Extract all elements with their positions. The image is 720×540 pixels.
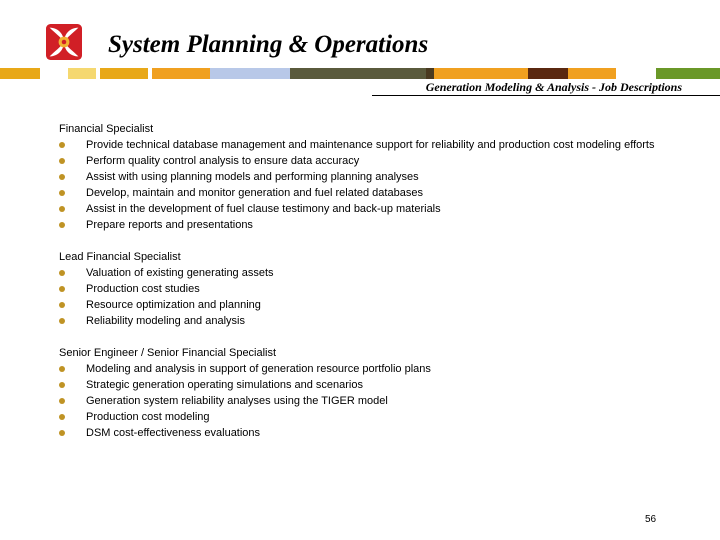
section-title: Financial Specialist [59, 123, 154, 135]
bullet-icon [59, 270, 65, 276]
list-item: Production cost studies [59, 281, 689, 297]
bullet-icon [59, 174, 65, 180]
list-item: Assist in the development of fuel clause testimony and back-up materials [59, 201, 689, 217]
list-item: Assist with using planning models and performing planning analyses [59, 169, 689, 185]
list-item: Resource optimization and planning [59, 297, 689, 313]
header-color-bar [0, 68, 720, 79]
page-title: System Planning & Operations [108, 31, 429, 58]
bullet-icon [59, 190, 65, 196]
color-bar-segment [656, 68, 720, 79]
list-item: Provide technical database management and maintenance support for reliability and production cost modeling efforts [59, 137, 689, 153]
list-item: Develop, maintain and monitor generation and fuel related databases [59, 185, 689, 201]
list-item: Strategic generation operating simulations and scenarios [59, 377, 689, 393]
bullet-icon [59, 158, 65, 164]
section-title: Senior Engineer / Senior Financial Specialist [59, 347, 277, 359]
color-bar-segment [210, 68, 290, 79]
bullet-icon [59, 382, 65, 388]
color-bar-segment [434, 68, 528, 79]
page-subtitle: Generation Modeling & Analysis - Job Descriptions [425, 80, 682, 94]
page-number: 56 [645, 514, 657, 525]
list-item: Reliability modeling and analysis [59, 313, 689, 329]
company-logo [46, 24, 82, 60]
section-lead-financial-specialist [59, 249, 689, 329]
color-bar-segment [152, 68, 210, 79]
section-title: Lead Financial Specialist [59, 251, 181, 263]
list-item: Generation system reliability analyses using the TIGER model [59, 393, 689, 409]
list-item: Perform quality control analysis to ensure data accuracy [59, 153, 689, 169]
bullet-icon [59, 222, 65, 228]
list-item: DSM cost-effectiveness evaluations [59, 425, 689, 441]
list-item: Valuation of existing generating assets [59, 265, 689, 281]
bullet-icon [59, 302, 65, 308]
bullet-icon [59, 430, 65, 436]
bullet-icon [59, 142, 65, 148]
subtitle-rule [372, 95, 720, 96]
color-bar-segment [40, 68, 68, 79]
color-bar-segment [100, 68, 148, 79]
bullet-icon [59, 318, 65, 324]
section-financial-specialist [59, 121, 689, 233]
color-bar-segment [528, 68, 568, 79]
color-bar-segment [568, 68, 616, 79]
color-bar-segment [426, 68, 434, 79]
color-bar-segment [0, 68, 40, 79]
bullet-icon [59, 366, 65, 372]
bullet-icon [59, 286, 65, 292]
color-bar-segment [68, 68, 96, 79]
list-item: Production cost modeling [59, 409, 689, 425]
bullet-icon [59, 398, 65, 404]
bullet-icon [59, 414, 65, 420]
color-bar-segment [290, 68, 426, 79]
section-senior-engineer [59, 345, 689, 441]
bullet-icon [59, 206, 65, 212]
color-bar-segment [616, 68, 656, 79]
list-item: Prepare reports and presentations [59, 217, 689, 233]
list-item: Modeling and analysis in support of generation resource portfolio plans [59, 361, 689, 377]
job-descriptions [59, 121, 689, 457]
